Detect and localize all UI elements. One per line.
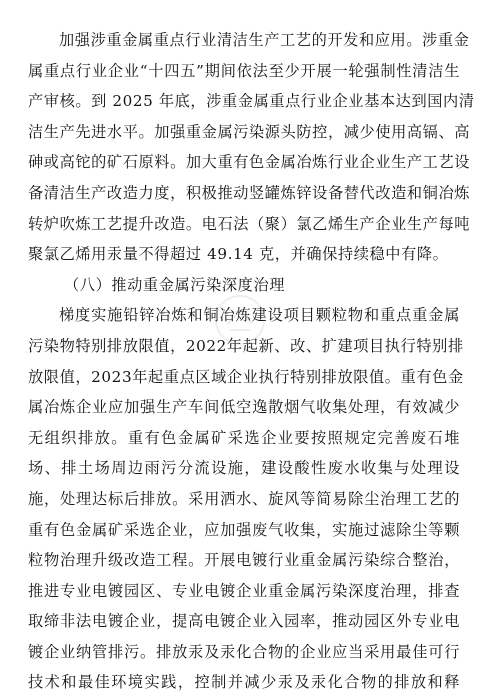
paragraph-line: 聚氯乙烯用汞量不得超过 49.14 克，并确保持续稳中有降。 [28, 245, 449, 264]
paragraph-line: 梯度实施铅锌冶炼和铜冶炼建设项目颗粒物和重点重金属 [59, 306, 460, 325]
paragraph-line: 重有色金属矿采选企业，应加强废气收集，实施过滤除尘等颗 [28, 520, 460, 539]
paragraph-line: 放限值，2023年起重点区域企业执行特别排放限值。重有色金 [28, 367, 464, 386]
paragraph-line: 转炉吹炼工艺提升改造。电石法（聚）氯乙烯生产企业生产每吨 [28, 214, 471, 233]
paragraph-line: 污染物特别排放限值，2022年起新、改、扩建项目执行特别排 [28, 336, 464, 355]
paragraph-line: 属重点行业企业“十四五”期间依法至少开展一轮强制性清洁生 [28, 61, 460, 80]
paragraph-line: 洁生产先进水平。加强重金属污染源头防控，减少使用高镉、高 [28, 122, 471, 141]
paragraph [28, 25, 475, 270]
paragraph-line: 场、排土场周边雨污分流设施，建设酸性废水收集与处理设 [28, 459, 460, 478]
paragraph-line: 粒物治理升级改造工程。开展电镀行业重金属污染综合整治， [28, 551, 460, 570]
paragraph-line: 备清洁生产改造力度，积极推动竖罐炼锌设备替代改造和铜冶炼 [28, 183, 471, 202]
paragraph-line: 砷或高铊的矿石原料。加大重有色金属冶炼行业企业生产工艺设 [28, 153, 471, 172]
paragraph-line: 取缔非法电镀企业，提高电镀企业入园率，推动园区外专业电 [28, 612, 460, 631]
section-heading: （八）推动重金属污染深度治理 [64, 275, 286, 294]
paragraph-line: 技术和最佳环境实践，控制并减少汞及汞化合物的排放和释 [28, 673, 460, 692]
paragraph-line: 施，处理达标后排放。采用洒水、旋风等简易除尘治理工艺的 [28, 489, 460, 508]
paragraph-line: 推进专业电镀园区、专业电镀企业重金属污染深度治理，排查 [28, 581, 460, 600]
paragraph-line: 属冶炼企业应加强生产车间低空逸散烟气收集处理，有效减少 [28, 398, 460, 417]
paragraph-line: 产审核。到 2025 年底，涉重金属重点行业企业基本达到国内清 [28, 92, 475, 111]
paragraph [28, 300, 464, 698]
document-body [28, 25, 475, 698]
paragraph-line: 加强涉重金属重点行业清洁生产工艺的开发和应用。涉重金 [59, 31, 470, 49]
paragraph-line: 镀企业纳管排污。排放汞及汞化合物的企业应当采用最佳可行 [28, 642, 460, 661]
paragraph-line: 无组织排放。重有色金属矿采选企业要按照规定完善废石堆 [28, 428, 460, 447]
